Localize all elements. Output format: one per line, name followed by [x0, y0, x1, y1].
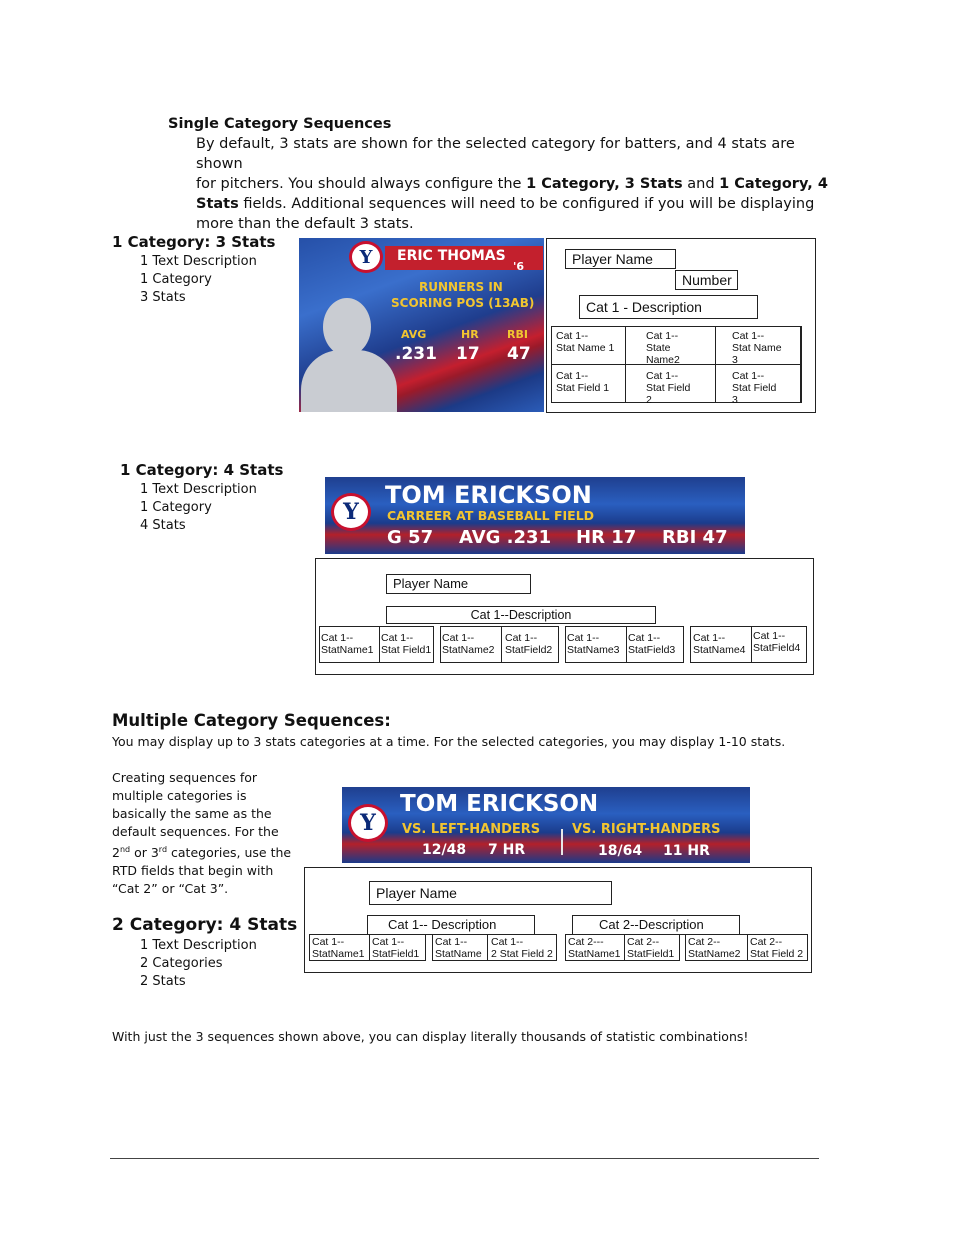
category-2-title: VS. RIGHT-HANDERS [572, 822, 721, 837]
divider [561, 829, 563, 855]
tom-erickson-splits-graphic [342, 787, 750, 863]
cat2-items [140, 937, 257, 991]
stat-field-cell: Cat 1-- StatField3 [626, 626, 684, 663]
stat-name-cell: Cat 1-- Stat Name 3 [715, 326, 802, 365]
player-number: '6 [513, 260, 525, 273]
stat-field-cell: Cat 1-- Stat Field 2 [625, 364, 716, 403]
single-category-paragraph: By default, 3 stats are shown for the selected category for batters, and 4 stats are shown for pitchers. You should always configure the 1 Category, 3 Stats and 1 Category, 4 Stats fields. Additional sequences will need to be configured if you will be displaying more than the default 3 stats. [196, 136, 828, 232]
list-item: 2 Categories [140, 956, 223, 971]
stat-grid [551, 326, 801, 406]
stat-value: 47 [507, 344, 531, 364]
stat-item: G 57 [387, 527, 434, 548]
stat-name-cell: Cat 2--- StatName1 [565, 934, 625, 961]
stat-value: 17 [456, 344, 480, 364]
category-1-title: VS. LEFT-HANDERS [402, 822, 541, 837]
stat-name-cell: Cat 1-- StatName1 [309, 934, 370, 961]
multi-heading: Multiple Category Sequences: [112, 711, 391, 730]
list-item: 1 Category [140, 272, 212, 287]
stat-item: RBI 47 [662, 527, 728, 548]
player-name-field: Player Name [386, 574, 531, 594]
cat4-title: 1 Category: 4 Stats [120, 461, 284, 479]
stat-field-cell: Cat 2-- Stat Field 2 [747, 934, 808, 961]
list-item: 4 Stats [140, 518, 186, 533]
eric-thomas-graphic [299, 238, 544, 412]
category-1-description-field: Cat 1-- Description [367, 915, 535, 935]
multi-intro: You may display up to 3 stats categories at a time. For the selected categories, you may display 1-10 stats. [112, 734, 786, 749]
stat-name-cell: Cat 1-- StatName4 [690, 626, 752, 663]
list-item: 2 Stats [140, 974, 186, 989]
stat-name-cell: Cat 1-- StatName2 [440, 626, 502, 663]
stat-name-cell: Cat 2-- StatName2 [685, 934, 748, 961]
stat-name-cell: Cat 1-- StatName [432, 934, 488, 961]
tom-erickson-career-graphic [325, 477, 745, 554]
footer-rule [110, 1158, 819, 1159]
list-item: 1 Text Description [140, 254, 257, 269]
player-name: ERIC THOMAS [397, 248, 506, 264]
category-2-description-field: Cat 2--Description [572, 915, 740, 935]
number-field: Number [675, 270, 738, 290]
list-item: 1 Category [140, 500, 212, 515]
player-name: TOM ERICKSON [400, 791, 599, 817]
list-item: 1 Text Description [140, 938, 257, 953]
description-field: Cat 1 - Description [579, 295, 758, 319]
category-description: CARREER AT BASEBALL FIELD [387, 508, 595, 523]
multi-side-text: Creating sequences for multiple categories is basically the same as the default sequences. For the 2nd or 3rd categories, use the RTD fields that begin with “Cat 2” or “Cat 3”. [112, 770, 292, 897]
stat-item: 18/64 [598, 843, 643, 859]
single-category-heading: Single Category Sequences [168, 116, 392, 132]
description-field: Cat 1--Description [386, 606, 656, 624]
cat3-diagram [546, 238, 816, 413]
stat-label: HR [461, 328, 479, 341]
stat-item: AVG .231 [459, 527, 552, 548]
stat-item: HR 17 [576, 527, 637, 548]
stat-item: 11 HR [663, 843, 710, 859]
stat-item: 12/48 [422, 842, 467, 858]
stat-name-cell: Cat 1-- StatName1 [319, 626, 380, 663]
stat-label: RBI [507, 328, 528, 341]
player-name-field: Player Name [369, 881, 612, 905]
stat-field-cell: Cat 1-- Stat Field1 [379, 626, 434, 663]
cat2-diagram [304, 867, 812, 973]
stat-field-cell: Cat 1-- StatField2 [501, 626, 559, 663]
stat-field-cell: Cat 1-- Stat Field 3 [715, 364, 802, 403]
cat2-title: 2 Category: 4 Stats [112, 915, 298, 935]
player-silhouette [299, 298, 399, 412]
stat-name-cell: Cat 1-- Stat Name 1 [551, 326, 626, 365]
stat-field-cell: Cat 1-- StatField1 [369, 934, 426, 961]
team-logo: Y [331, 493, 371, 531]
player-name-field: Player Name [565, 249, 676, 269]
stat-field-cell: Cat 1-- 2 Stat Field 2 [487, 934, 557, 961]
stat-field-cell: Cat 2-- StatField1 [624, 934, 680, 961]
desc-line-1: RUNNERS IN [419, 280, 503, 294]
stat-name-cell: Cat 1-- StatName3 [565, 626, 627, 663]
team-logo: Y [349, 241, 383, 273]
desc-line-2: SCORING POS (13AB) [391, 296, 535, 310]
stat-value: .231 [395, 344, 437, 364]
stat-label: AVG [401, 328, 427, 341]
stat-item: 7 HR [488, 842, 526, 858]
summary-text: With just the 3 sequences shown above, you can display literally thousands of statistic combinations! [112, 1029, 749, 1044]
stat-field-cell: Cat 1-- Stat Field 1 [551, 364, 626, 403]
cat3-title: 1 Category: 3 Stats [112, 233, 276, 251]
list-item: 3 Stats [140, 290, 186, 305]
cat4-items [140, 481, 257, 535]
list-item: 1 Text Description [140, 482, 257, 497]
team-logo: Y [348, 804, 388, 842]
cat4-diagram [315, 558, 814, 675]
player-name: TOM ERICKSON [385, 481, 592, 509]
cat3-items [140, 253, 257, 307]
stat-field-cell: Cat 1-- StatField4 [751, 626, 807, 663]
stat-name-cell: Cat 1-- State Name2 [625, 326, 716, 365]
